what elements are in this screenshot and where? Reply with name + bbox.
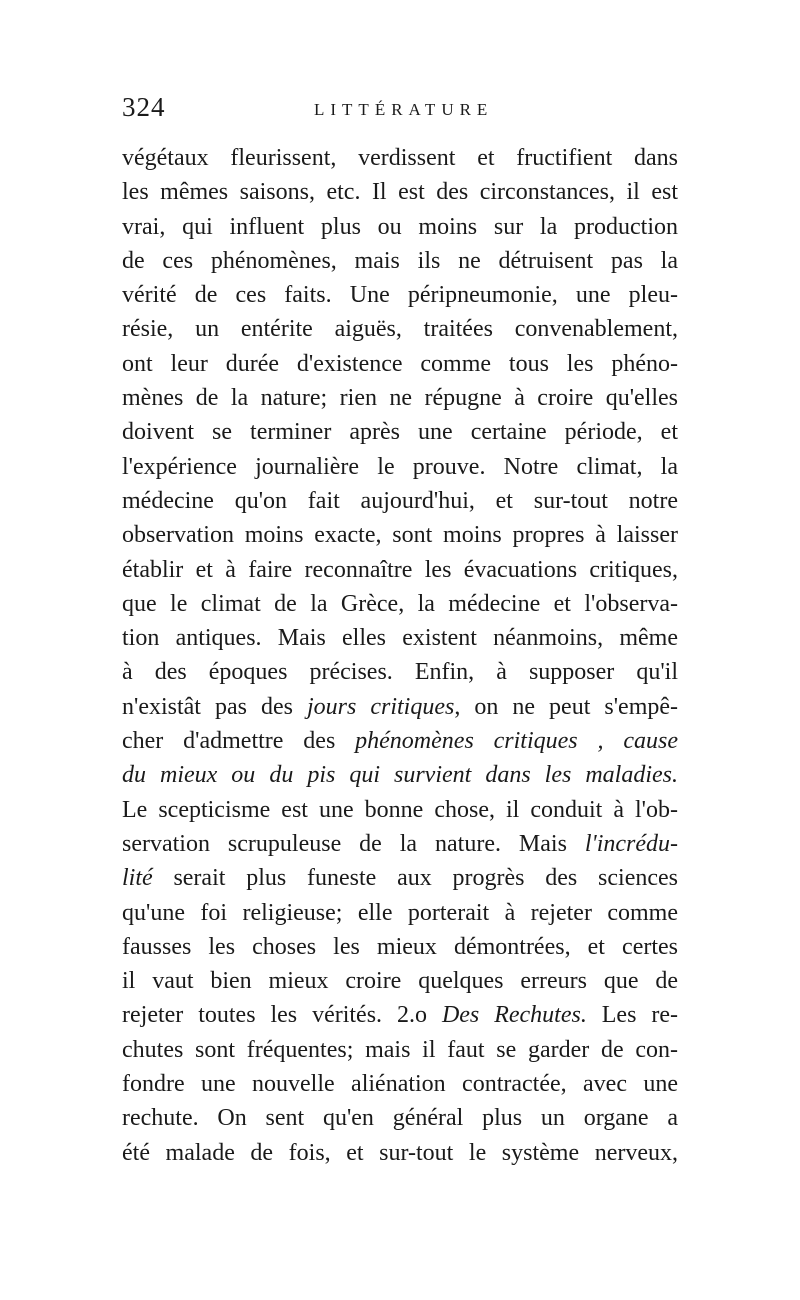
text-line — [122, 655, 678, 689]
text-segment: l'expérience journalière le prouve. Notre climat, la — [122, 453, 678, 480]
text-segment: végétaux fleurissent, verdissent et fructifient dans — [122, 145, 678, 171]
text-line — [122, 381, 678, 415]
text-segment: tion antiques. Mais elles existent néanmoins, même — [122, 625, 678, 652]
text-segment: il vaut bien mieux croire quelques erreurs que de — [122, 968, 678, 995]
text-segment: ont leur durée d'existence comme tous les phéno- — [122, 350, 678, 377]
text-segment: , on ne peut s'empê- — [454, 693, 678, 720]
text-segment: servation scrupuleuse de la nature. Mais — [122, 830, 585, 857]
text-segment: chutes sont fréquentes; mais il faut se garder de con- — [122, 1036, 678, 1063]
text-line — [122, 210, 678, 244]
italic-text: Des Rechutes. — [441, 1002, 587, 1029]
text-line — [122, 1101, 678, 1135]
text-line — [122, 758, 678, 792]
text-segment: serait plus funeste aux progrès des sciences — [152, 865, 678, 892]
text-line — [122, 896, 678, 930]
text-line — [122, 415, 678, 449]
text-line — [122, 450, 678, 484]
text-line — [122, 861, 678, 895]
text-line — [122, 553, 678, 587]
text-line — [122, 347, 678, 381]
text-segment: fausses les choses les mieux démontrées, et certes — [122, 933, 678, 960]
text-segment: rejeter toutes les vérités. 2.o — [122, 1002, 442, 1029]
text-segment: de ces phénomènes, mais ils ne détruisent pas la — [122, 247, 678, 274]
italic-text: jours critiques — [307, 693, 455, 720]
text-segment: n'existât pas des — [122, 693, 307, 720]
text-segment: médecine qu'on fait aujourd'hui, et sur-tout notre — [122, 487, 678, 514]
body-text — [122, 141, 678, 1170]
text-segment: vrai, qui influent plus ou moins sur la production — [122, 213, 678, 240]
text-segment: établir et à faire reconnaître les évacuations critiques, — [122, 556, 678, 583]
text-segment: été malade de fois, et sur-tout le système nerveux, — [122, 1139, 678, 1166]
text-segment: Les re- — [586, 1002, 678, 1029]
text-line — [122, 484, 678, 518]
text-segment: que le climat de la Grèce, la médecine et l'observa- — [122, 590, 678, 617]
text-segment: résie, un entérite aiguës, traitées convenablement, — [122, 316, 678, 343]
text-line — [122, 244, 678, 278]
text-line — [122, 175, 678, 209]
text-segment: fondre une nouvelle aliénation contractée, avec une — [122, 1071, 678, 1098]
text-line — [122, 278, 678, 312]
text-segment: vérité de ces faits. Une péripneumonie, une pleu- — [122, 282, 678, 309]
text-line — [122, 141, 678, 175]
text-line — [122, 518, 678, 552]
text-segment: mènes de la nature; rien ne répugne à croire qu'elles — [122, 385, 678, 412]
text-segment: cher d'admettre des — [122, 728, 356, 755]
text-line — [122, 964, 678, 998]
text-line — [122, 312, 678, 346]
text-line — [122, 587, 678, 621]
text-line — [122, 930, 678, 964]
text-line — [122, 690, 678, 724]
italic-text: du mieux ou du pis qui survient dans les maladies. — [122, 762, 678, 789]
text-line — [122, 1033, 678, 1067]
page-number: 324 — [122, 92, 166, 122]
text-line — [122, 621, 678, 655]
running-title: LITTÉRATURE — [314, 100, 494, 119]
text-segment: rechute. On sent qu'en général plus un organe a — [122, 1105, 678, 1132]
text-segment: observation moins exacte, sont moins propres à laisser — [122, 522, 678, 549]
text-line — [122, 724, 678, 758]
text-segment: à des époques précises. Enfin, à supposer qu'il — [122, 659, 678, 686]
text-line — [122, 793, 678, 827]
page-header — [122, 92, 678, 132]
text-segment: les mêmes saisons, etc. Il est des circonstances, il est — [122, 179, 678, 206]
text-segment: Le scepticisme est une bonne chose, il conduit à l'ob- — [122, 796, 678, 823]
italic-text: phénomènes critiques , cause — [355, 728, 678, 755]
text-line — [122, 1136, 678, 1170]
text-line — [122, 1067, 678, 1101]
italic-text: lité — [122, 865, 153, 892]
italic-text: l'incrédu- — [584, 830, 678, 857]
text-line — [122, 998, 678, 1032]
text-segment: doivent se terminer après une certaine période, et — [122, 419, 678, 446]
text-segment: qu'une foi religieuse; elle porterait à rejeter comme — [122, 899, 678, 926]
text-line — [122, 827, 678, 861]
